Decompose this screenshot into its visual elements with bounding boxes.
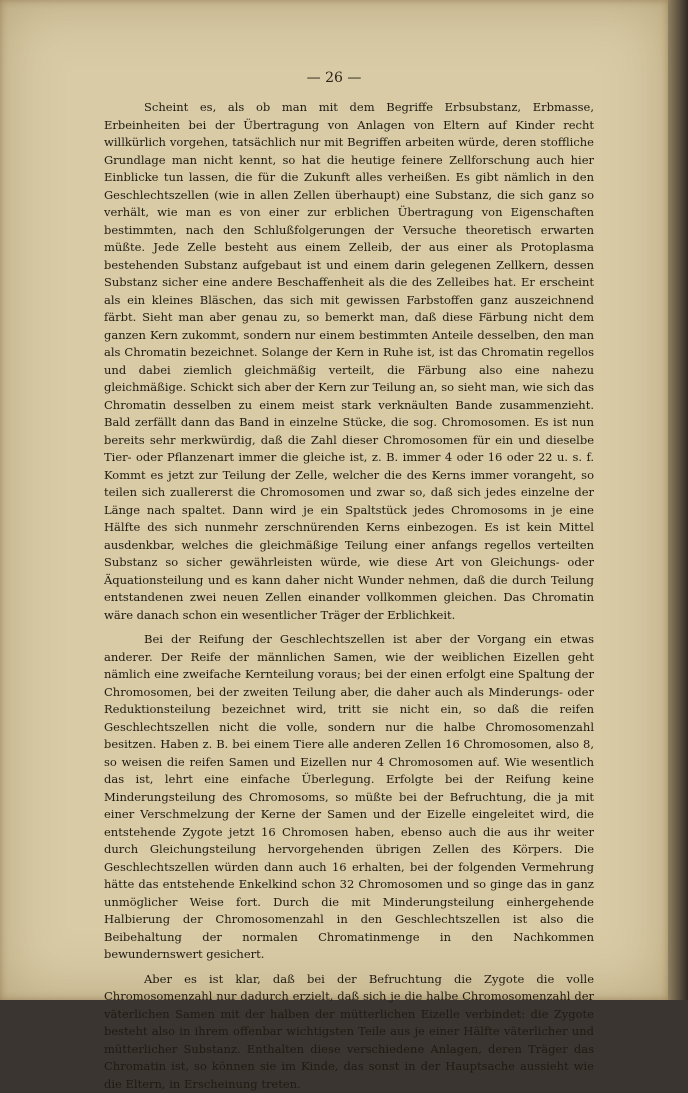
paragraph-1: Scheint es, als ob man mit dem Begriffe Erbsubstanz, Erbmasse, Erbeinheiten bei der Übertragung von Anlagen von Eltern auf Kinder recht willkürlich vorgehen, tatsächlich nur mit Begriffen arbeiten würde, deren stoffliche Grundlage man nicht kennt, so hat die heutige feinere Zellforschung auch hier Einblicke tun lassen, die für die Zukunft alles verheißen. Es gibt nämlich in den Geschlechtszellen (wie in allen Zellen überhaupt) eine Substanz, die sich ganz so verhält, wie man es von einer zur erblichen Übertragung von Eigenschaften bestimmten, nach den Schlußfolgerungen der Versuche theoretisch erwarten müßte. Jede Zelle besteht aus einem Zelleib, der aus einer als Protoplasma bestehenden Substanz aufgebaut ist und einem darin gelegenen Zellkern, dessen Substanz sicher eine andere Beschaffenheit als die des Zelleibes hat. Er erscheint als ein kleines Bläschen, das sich mit gewissen Farbstoffen ganz auszeichnend färbt. Sieht man aber genau zu, so bemerkt man, daß diese Färbung nicht dem ganzen Kern zukommt, sondern nur einem bestimmten Anteile desselben, den man als Chromatin bezeichnet. Solange der Kern in Ruhe ist, ist das Chromatin regellos und dabei ziemlich gleichmäßig verteilt, die Färbung also eine nahezu gleichmäßige. Schickt sich aber der Kern zur Teilung an, so sieht man, wie sich das Chromatin desselben zu einem meist stark verknäulten Bande zusammenzieht. Bald zerfällt dann das Band in einzelne Stücke, die sog. Chromosomen. Es ist nun bereits sehr merkwürdig, daß die Zahl dieser Chromosomen für ein und dieselbe Tier- oder Pflanzenart immer die gleiche ist, z. B. immer 4 oder 16 oder 22 u. s. f. Kommt es jetzt zur Teilung der Zelle, welcher die des Kerns immer vorangeht, so teilen sich zuallererst die Chromosomen und zwar so, daß sich jedes einzelne der Länge nach spaltet. Dann wird je ein Spaltstück jedes Chromosoms in je eine Hälfte des sich nunmehr zerschnürenden Kerns einbezogen. Es ist kein Mittel ausdenkbar, welches die gleichmäßige Teilung einer anfangs regellos verteilten Substanz so sicher gewährleisten würde, wie diese Art von Gleichungs- oder Äquationsteilung und es kann daher nicht Wunder nehmen, daß die durch Teilung entstandenen zwei neuen Zellen einander vollkommen gleichen. Das Chromatin wäre danach schon ein wesentlicher Träger der Erblichkeit.: [104, 99, 594, 624]
paragraph-2: Bei der Reifung der Geschlechtszellen ist aber der Vorgang ein etwas anderer. Der Reife der männlichen Samen, wie der weiblichen Eizellen geht nämlich eine zweifache Kernteilung voraus; bei der einen erfolgt eine Spaltung der Chromosomen, bei der zweiten Teilung aber, die daher auch als Minderungs- oder Reduktionsteilung bezeichnet wird, tritt sie nicht ein, so daß die reifen Geschlechtszellen nicht die volle, sondern nur die halbe Chromosomenzahl besitzen. Haben z. B. bei einem Tiere alle anderen Zellen 16 Chromosomen, also 8, so weisen die reifen Samen und Eizellen nur 4 Chromosomen auf. Wie wesentlich das ist, lehrt eine einfache Überlegung. Erfolgte bei der Reifung keine Minderungsteilung des Chromosoms, so müßte bei der Befruchtung, die ja mit einer Verschmelzung der Kerne der Samen und der Eizelle eingeleitet wird, die entstehende Zygote jetzt 16 Chromosen haben, ebenso auch die aus ihr weiter durch Gleichungsteilung hervorgehenden übrigen Zellen des Körpers. Die Geschlechtszellen würden dann auch 16 erhalten, bei der folgenden Vermehrung hätte das entstehende Enkelkind schon 32 Chromosomen und so ginge das in ganz unmöglicher Weise fort. Durch die mit Minderungsteilung einhergehende Halbierung der Chromosomenzahl in den Geschlechtszellen ist also die Beibehaltung der normalen Chromatinmenge in den Nachkommen bewundernswert gesichert.: [104, 631, 594, 964]
paragraph-3: Aber es ist klar, daß bei der Befruchtung die Zygote die volle Chromosomenzahl nur dadurch erzielt, daß sich je die halbe Chromosomenzahl der väterlichen Samen mit der halben der mütterlichen Eizelle verbindet: die Zygote besteht also in ihrem offenbar wichtigsten Teile aus je einer Hälfte väterlicher und mütterlicher Substanz. Enthalten diese verschiedene Anlagen, deren Träger das Chromatin ist, so können sie im Kinde, das sonst in der Hauptsache aussieht wie die Eltern, in Erscheinung treten.: [104, 971, 594, 1093]
body-text: [104, 99, 594, 1093]
page-edge-shadow: [668, 0, 688, 1000]
page-number: — 26 —: [0, 70, 668, 86]
